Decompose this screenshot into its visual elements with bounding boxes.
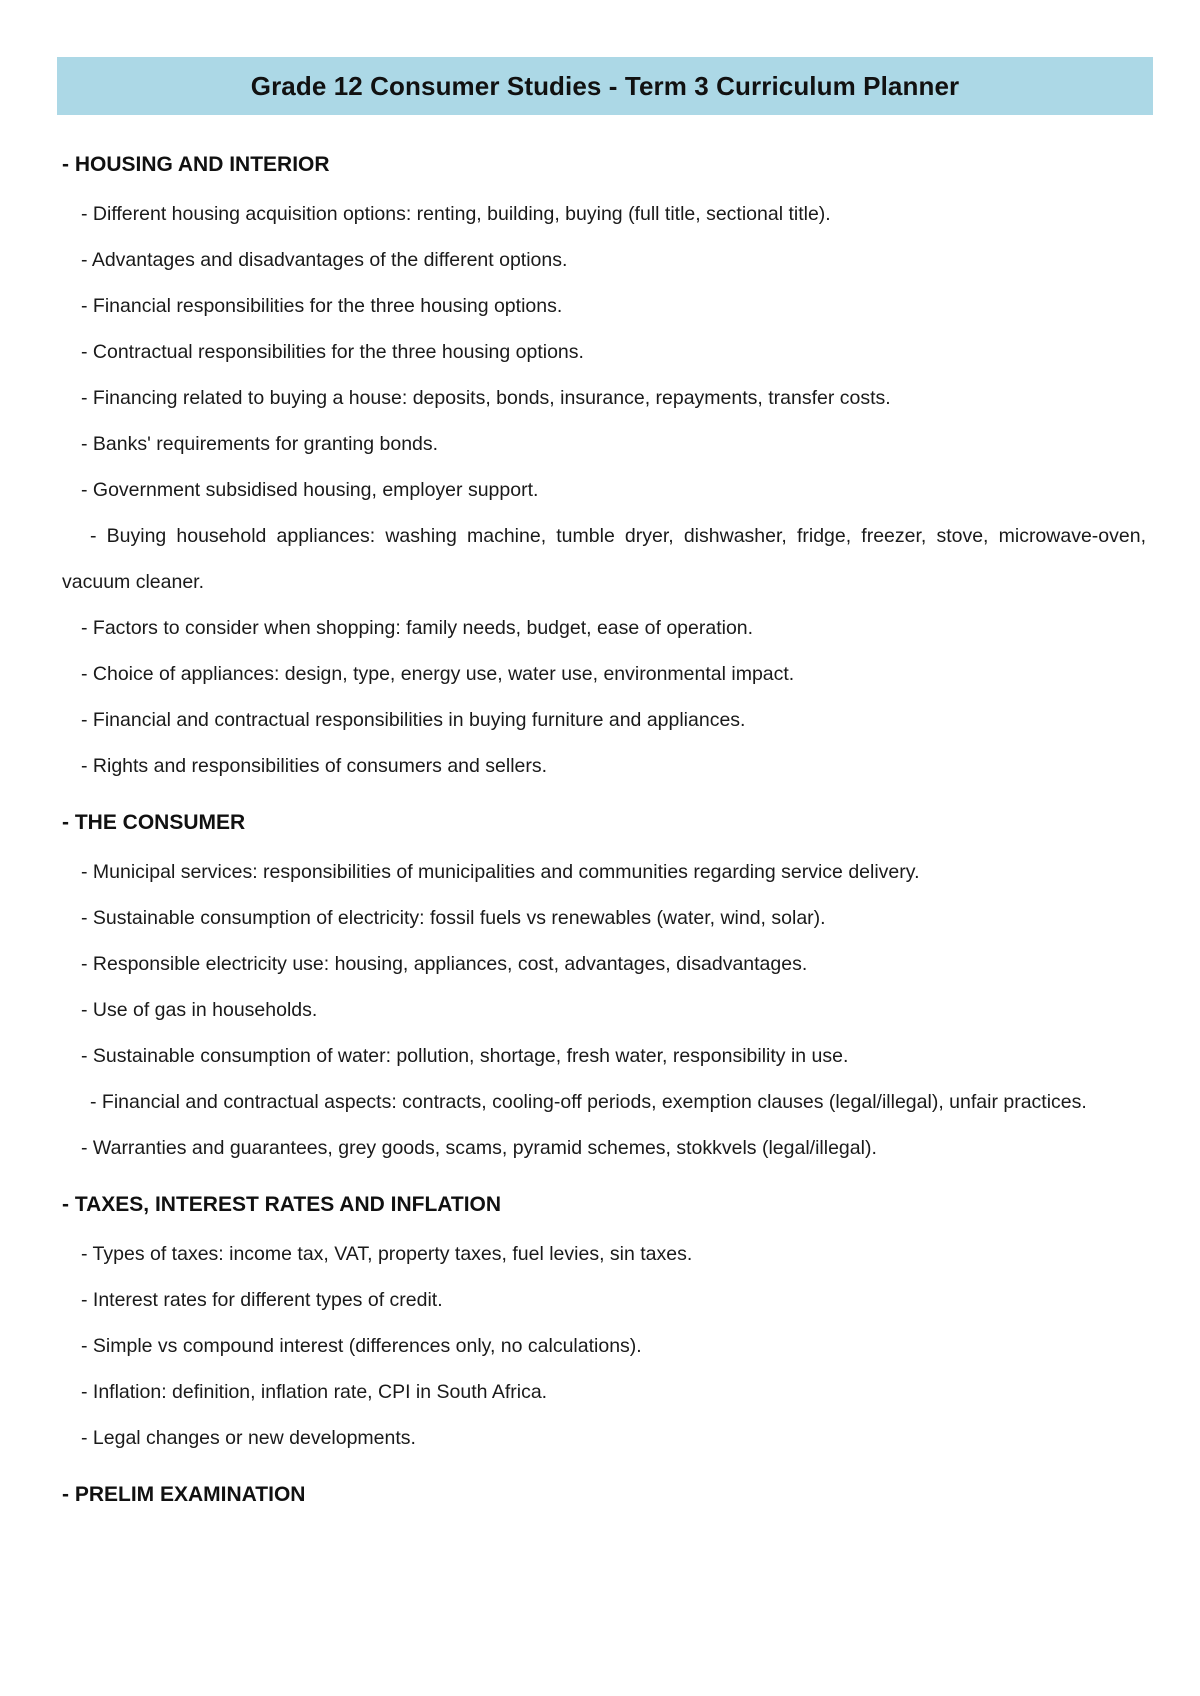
section-housing-and-interior (62, 139, 1146, 789)
topic-item: - Factors to consider when shopping: family needs, budget, ease of operation. (81, 617, 754, 639)
section-heading: - HOUSING AND INTERIOR (62, 153, 330, 176)
page-title: Grade 12 Consumer Studies - Term 3 Curriculum Planner (250, 70, 960, 101)
topic-item: - Inflation: definition, inflation rate, CPI in South Africa. (81, 1381, 548, 1403)
topic-list (62, 191, 1146, 789)
topic-item: - Buying household appliances: washing machine, tumble dryer, dishwasher, fridge, freezer, stove, microwave-oven, vacuum cleaner. (62, 525, 1146, 593)
topic-item: - Responsible electricity use: housing, appliances, cost, advantages, disadvantages. (81, 953, 808, 975)
topic-list (62, 849, 1146, 1171)
topic-item: - Sustainable consumption of electricity: fossil fuels vs renewables (water, wind, solar). (81, 907, 826, 929)
topic-item: - Sustainable consumption of water: pollution, shortage, fresh water, responsibility in use. (81, 1045, 849, 1067)
topic-item: - Financial responsibilities for the three housing options. (81, 295, 563, 317)
section-heading: - TAXES, INTEREST RATES AND INFLATION (62, 1193, 502, 1216)
topic-item: - Rights and responsibilities of consumers and sellers. (81, 755, 548, 777)
section-the-consumer (62, 797, 1146, 1171)
topic-item: - Different housing acquisition options: renting, building, buying (full title, sectional title). (81, 203, 831, 225)
topic-item: - Interest rates for different types of credit. (81, 1289, 443, 1311)
topic-item: - Simple vs compound interest (differences only, no calculations). (81, 1335, 642, 1357)
topic-item: - Government subsidised housing, employer support. (81, 479, 539, 501)
topic-item: - Municipal services: responsibilities of municipalities and communities regarding service delivery. (81, 861, 920, 883)
curriculum-content (62, 139, 1146, 1521)
topic-item: - Advantages and disadvantages of the different options. (81, 249, 568, 271)
topic-item: - Use of gas in households. (81, 999, 318, 1021)
topic-item: - Financing related to buying a house: deposits, bonds, insurance, repayments, transfer costs. (81, 387, 891, 409)
section-heading: - THE CONSUMER (62, 811, 246, 834)
topic-item: - Banks' requirements for granting bonds. (81, 433, 439, 455)
topic-item: - Legal changes or new developments. (81, 1427, 416, 1449)
section-prelim-examination (62, 1469, 1146, 1521)
topic-item: - Financial and contractual responsibilities in buying furniture and appliances. (81, 709, 746, 731)
topic-item: - Warranties and guarantees, grey goods, scams, pyramid schemes, stokkvels (legal/illegal). (81, 1137, 877, 1159)
topic-item: - Financial and contractual aspects: contracts, cooling-off periods, exemption clauses (legal/illegal), unfair practices. (90, 1091, 1087, 1113)
section-heading: - PRELIM EXAMINATION (62, 1483, 306, 1506)
section-taxes-interest-inflation (62, 1179, 1146, 1461)
topic-item: - Types of taxes: income tax, VAT, property taxes, fuel levies, sin taxes. (81, 1243, 693, 1265)
title-banner (57, 57, 1153, 115)
topic-item: - Contractual responsibilities for the three housing options. (81, 341, 584, 363)
topic-item: - Choice of appliances: design, type, energy use, water use, environmental impact. (81, 663, 795, 685)
topic-list (62, 1231, 1146, 1461)
